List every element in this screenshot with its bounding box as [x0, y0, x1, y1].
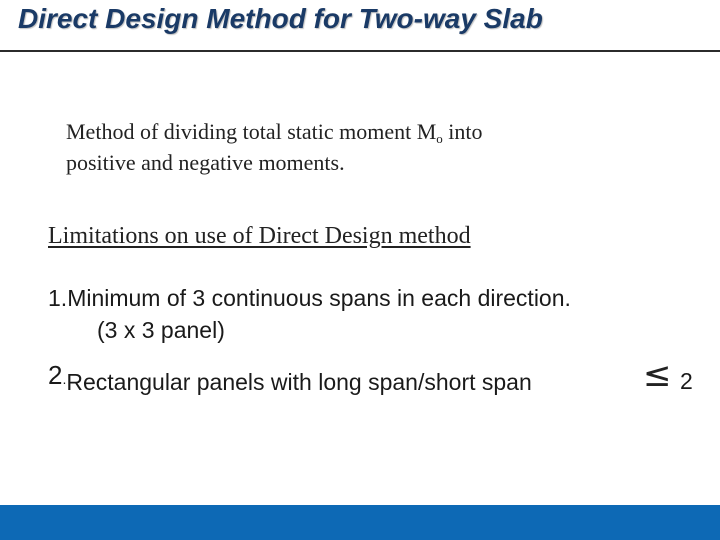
slide-title: Direct Design Method for Two-way Slab	[18, 3, 543, 34]
item-1-text: Minimum of 3 continuous spans in each direction.	[67, 285, 571, 311]
item-2-dot: .	[62, 371, 67, 387]
less-than-or-equal-symbol: ≤	[643, 355, 672, 395]
intro-subscript: o	[436, 131, 443, 146]
intro-text-start: Method of dividing total static moment M	[66, 119, 437, 144]
item-1-number: 1.	[48, 285, 68, 311]
item-2-number: 2	[48, 360, 63, 390]
limitations-heading: Limitations on use of Direct Design method	[48, 223, 471, 249]
title-divider	[0, 50, 720, 52]
intro-paragraph	[66, 116, 626, 178]
limitation-item-1	[48, 285, 571, 312]
footer-band	[0, 505, 720, 540]
limitation-item-2	[48, 360, 532, 397]
intro-text-end: into	[442, 119, 483, 144]
limitation-item-1-subtext: (3 x 3 panel)	[97, 317, 225, 343]
item-2-text: Rectangular panels with long span/short span	[66, 369, 532, 395]
ratio-limit-value: 2	[680, 368, 693, 394]
intro-line-2: positive and negative moments.	[66, 150, 345, 175]
